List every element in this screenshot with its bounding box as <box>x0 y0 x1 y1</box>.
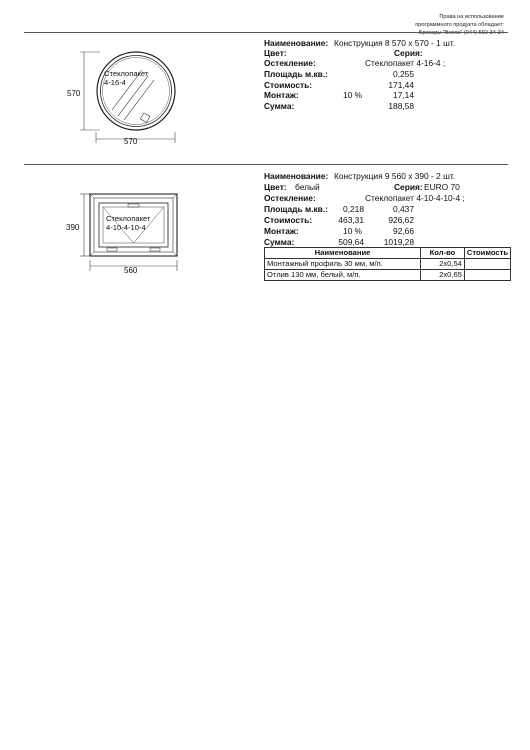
accessories-table <box>264 247 511 281</box>
column-header-cost: Стоимость <box>464 248 510 259</box>
item2-color-label: Цвет: <box>264 182 287 192</box>
rights-line-1: Права на использование <box>439 14 504 20</box>
table-row <box>265 270 511 281</box>
item2-mount-percent: 10 % <box>343 226 363 236</box>
construction-8-drawing <box>60 40 180 160</box>
item1-sum-value: 188,58 <box>388 101 414 111</box>
item2-area-value-unit: 0,218 <box>343 204 364 214</box>
item2-glazing-value: Стеклопакет 4-10-4-10-4 ; <box>365 193 465 203</box>
item1-cost-label: Стоимость: <box>264 80 313 90</box>
section-divider-2 <box>24 164 508 165</box>
item2-sum-value-unit: 509,64 <box>338 237 364 247</box>
item2-area-label: Площадь м.кв.: <box>264 204 328 214</box>
column-header-name: Наименование <box>265 248 421 259</box>
row-qty: 2x0,65 <box>421 270 465 281</box>
item1-mount-value: 17,14 <box>393 90 414 100</box>
row-name: Монтажный профиль 30 мм, м/п. <box>265 259 421 270</box>
item1-name-label: Наименование: <box>264 38 329 48</box>
row-name: Отлив 130 мм, белый, м/п. <box>265 270 421 281</box>
item2-mount-value: 92,66 <box>393 226 414 236</box>
item2-cost-label: Стоимость: <box>264 215 313 225</box>
row-cost <box>464 259 510 270</box>
item1-mount-percent: 10 % <box>343 90 363 100</box>
item1-color-label: Цвет: <box>264 48 287 58</box>
item1-mount-label: Монтаж: <box>264 90 299 100</box>
item2-cost-value-total: 926,62 <box>388 215 414 225</box>
item2-cost-value-unit: 463,31 <box>338 215 364 225</box>
column-header-qty: Кол-во <box>421 248 465 259</box>
section-divider-1 <box>24 32 508 33</box>
item2-glazing-label: Остекление: <box>264 193 316 203</box>
rights-line-3: Брокары "Веста" (044) 592-34-34 <box>418 30 504 36</box>
item2-area-value-total: 0,437 <box>393 204 414 214</box>
row-qty: 2x0,54 <box>421 259 465 270</box>
item2-mount-label: Монтаж: <box>264 226 299 236</box>
item1-area-label: Площадь м.кв.: <box>264 69 328 79</box>
item2-series-label: Серия: <box>394 182 423 192</box>
glass-label-2: Стеклопакет 4-10-4-10-4 <box>106 214 151 232</box>
item2-series-value: EURO 70 <box>424 182 460 192</box>
rights-line-2: программного продукта обладает: <box>415 22 504 28</box>
height-dimension-1: 570 <box>67 89 81 98</box>
glass-label-1: Стеклопакет 4-16-4 <box>104 69 149 87</box>
table-header-row <box>265 248 511 259</box>
item2-color-value: белый <box>295 182 320 192</box>
item2-sum-value-total: 1019,28 <box>383 237 414 247</box>
item1-glazing-label: Остекление: <box>264 58 316 68</box>
item1-area-value: 0,255 <box>393 69 414 79</box>
item1-series-label: Серия: <box>394 48 423 58</box>
height-dimension-2: 390 <box>66 223 80 232</box>
item1-cost-value: 171,44 <box>388 80 414 90</box>
row-cost <box>464 270 510 281</box>
width-dimension-2: 560 <box>124 266 138 275</box>
item2-sum-label: Сумма: <box>264 237 295 247</box>
width-dimension-1: 570 <box>124 137 138 146</box>
table-row <box>265 259 511 270</box>
item1-sum-label: Сумма: <box>264 101 295 111</box>
item1-name-value: Конструкция 8 570 х 570 - 1 шт. <box>334 38 456 48</box>
rights-notice <box>304 13 504 37</box>
item2-name-label: Наименование: <box>264 171 329 181</box>
item1-glazing-value: Стеклопакет 4-16-4 ; <box>365 58 446 68</box>
item2-name-value: Конструкция 9 560 х 390 - 2 шт. <box>334 171 456 181</box>
